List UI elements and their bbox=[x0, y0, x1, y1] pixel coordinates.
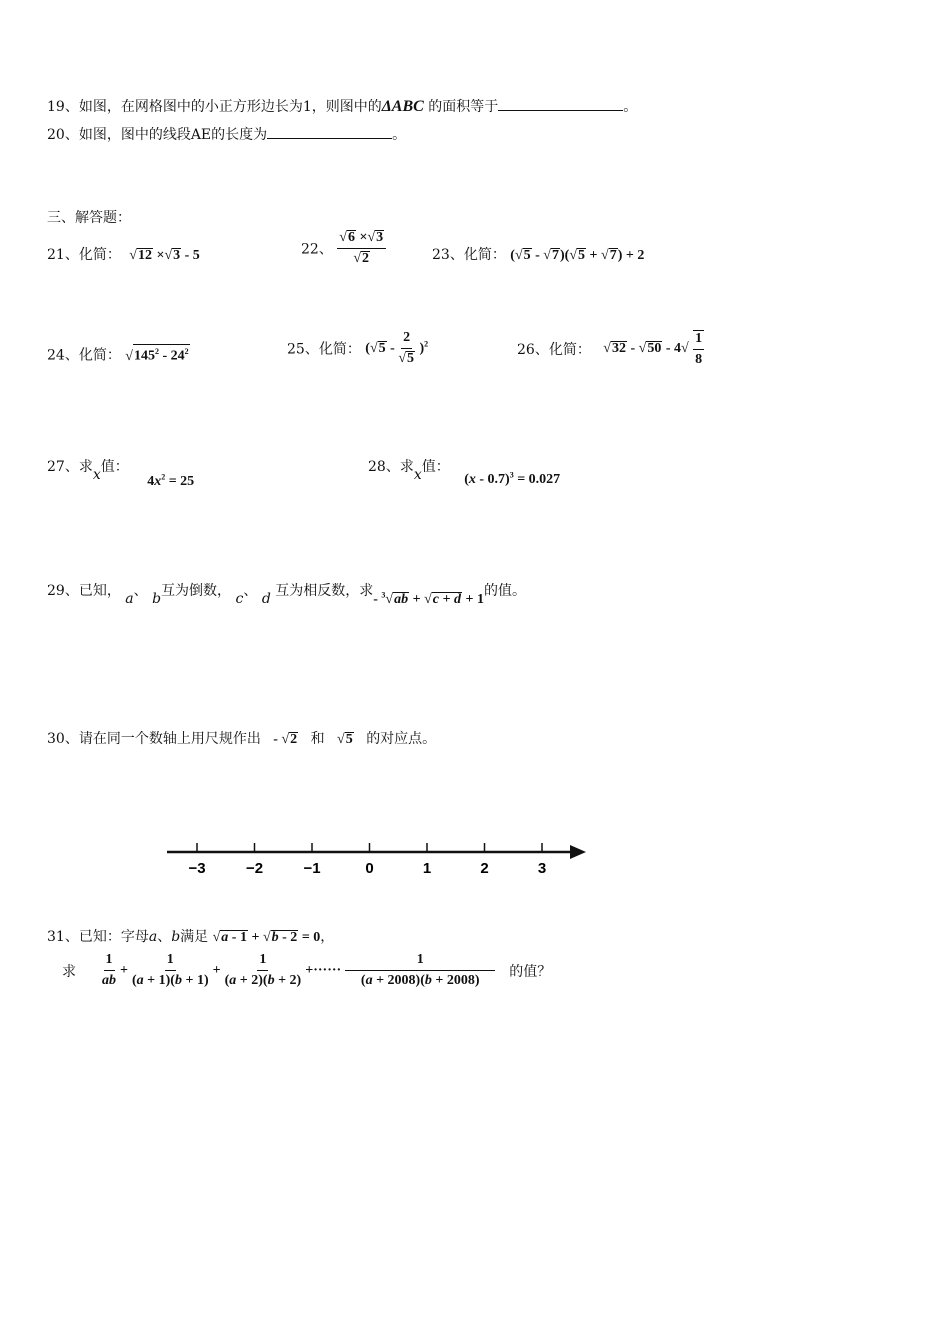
q19-tail: 的面积等于 bbox=[428, 99, 499, 115]
q19-answer-blank[interactable] bbox=[498, 98, 623, 111]
question-25: 25、化简： (√5 - $\frac{2}{√5}$ )$^2$ bbox=[287, 330, 429, 366]
question-19: 19、如图，在网格图中的小正方形边长为1，则图中的ΔABC 的面积等于 。 bbox=[47, 98, 638, 115]
q20-text: 20、如图，图中的线段AE的长度为 bbox=[47, 127, 268, 143]
question-23: 23、化简： (√5 - √7)(√5 + √7) + 2 bbox=[432, 247, 645, 263]
question-31-expression: 求 $\frac{1}{ab}$ + $\frac{1}{(a + 1)(b + 1)}$ + $\frac{1}{(a + 2)(b + 2)}$ +······ $\frac{1}{(a + 2008)(b + 2008)}$ 的值？ bbox=[62, 952, 552, 988]
q19-text: 19、如图，在网格图中的小正方形边长为1，则图中的 bbox=[47, 99, 382, 115]
q19-triangle: ΔABC bbox=[381, 98, 424, 115]
question-29: 29、已知， a、 b互为倒数， c、 d 互为相反数，求- $^3$√ab + √c + d + 1的值。 bbox=[47, 583, 526, 607]
q20-answer-blank[interactable] bbox=[267, 126, 392, 139]
number-line-tick-label: 3 bbox=[537, 860, 547, 877]
number-line-arrow bbox=[570, 845, 586, 859]
number-line-tick-label: −2 bbox=[245, 860, 264, 877]
question-20: 20、如图，图中的线段AE的长度为 。 bbox=[47, 127, 407, 143]
question-30: 30、请在同一个数轴上用尺规作出 - √2 和 √5 的对应点。 bbox=[47, 731, 437, 747]
question-22: 22、 $\frac{√6 \times√3}{√2}$ bbox=[301, 230, 386, 267]
number-line-tick-label: −3 bbox=[188, 860, 206, 877]
number-line-tick-label: 2 bbox=[480, 860, 489, 877]
question-27: 27、求x值： $4x^2 = 25$ bbox=[47, 459, 195, 489]
number-line bbox=[160, 835, 590, 883]
number-line-tick-label: 0 bbox=[365, 860, 374, 877]
section-title: 三、解答题： bbox=[47, 210, 131, 226]
question-21: 21、化简： √12 ×√3 - 5 bbox=[47, 247, 200, 263]
question-28: 28、求x值： (x - 0.7)$^3$ = 0.027 bbox=[368, 459, 561, 487]
question-31: 31、已知：字母a、b满足 √a - 1 + √b - 2 = 0， bbox=[47, 929, 335, 945]
question-26: 26、化简： √32 - √50 - 4√ $\frac{1}{8}$ bbox=[517, 331, 703, 367]
number-line-tick-label: 1 bbox=[422, 860, 432, 877]
question-24: 24、化简： $√145^2 - 24^2$ bbox=[47, 344, 190, 365]
number-line-tick-label: −1 bbox=[303, 860, 321, 877]
q22-fraction: $\frac{√6 \times√3}{√2}$ bbox=[337, 230, 386, 267]
